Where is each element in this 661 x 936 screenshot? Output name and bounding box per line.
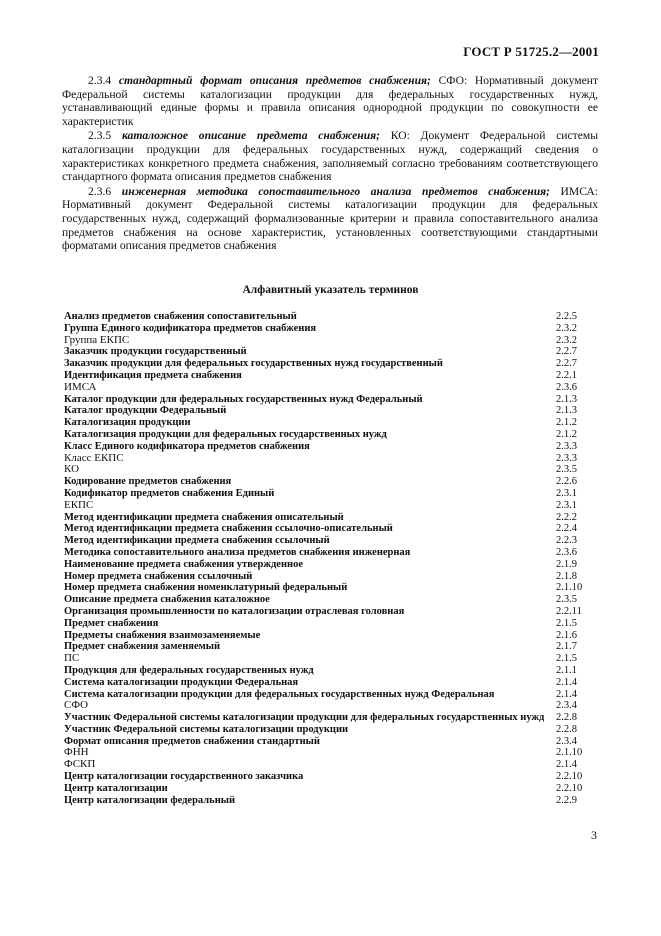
index-term: Система каталогизации продукции Федеральная <box>64 676 299 688</box>
index-ref: 2.1.10 <box>556 747 583 759</box>
index-term: СФО <box>64 700 89 712</box>
index-ref: 2.1.4 <box>556 759 577 771</box>
index-ref: 2.3.5 <box>556 464 577 476</box>
index-ref: 2.3.1 <box>556 499 577 511</box>
index-term: Каталогизация продукции <box>64 417 191 429</box>
index-term: Идентификация предмета снабжения <box>64 369 242 381</box>
index-ref: 2.2.9 <box>556 794 577 806</box>
index-entry <box>64 370 588 382</box>
index-entry <box>64 795 588 807</box>
index-entry <box>64 582 588 594</box>
index-term: Заказчик продукции государственный <box>64 346 247 358</box>
index-entry <box>64 689 588 701</box>
index-term: Анализ предметов снабжения сопоставительный <box>64 311 297 322</box>
index-entry <box>64 712 588 724</box>
index-ref: 2.1.4 <box>556 676 577 688</box>
index-entry <box>64 311 588 323</box>
index-entry <box>64 323 588 335</box>
index-entry <box>64 512 588 524</box>
index-ref: 2.1.5 <box>556 653 577 665</box>
index-term: Продукция для федеральных государственных нужд <box>64 664 314 676</box>
index-term: Кодификатор предметов снабжения Единый <box>64 487 275 499</box>
index-entry <box>64 394 588 406</box>
index-ref: 2.2.7 <box>556 346 577 358</box>
index-term: Метод идентификации предмета снабжения ссылочно-описательный <box>64 523 393 535</box>
index-ref: 2.1.4 <box>556 688 577 700</box>
index-term: Метод идентификации предмета снабжения ссылочный <box>64 535 330 547</box>
index-entry <box>64 700 588 712</box>
index-entry <box>64 630 588 642</box>
index-entry <box>64 594 588 606</box>
index-ref: 2.3.4 <box>556 735 577 747</box>
index-ref: 2.2.8 <box>556 712 577 724</box>
index-ref: 2.3.3 <box>556 440 577 452</box>
index-entry <box>64 759 588 771</box>
index-term: Предметы снабжения взаимозаменяемые <box>64 629 261 641</box>
index-title: Алфавитный указатель терминов <box>242 284 419 296</box>
index-entry <box>64 653 588 665</box>
index-entry <box>64 771 588 783</box>
index-entry <box>64 618 588 630</box>
index-term: Кодирование предметов снабжения <box>64 476 232 488</box>
terms-index <box>64 311 588 806</box>
index-ref: 2.1.5 <box>556 617 577 629</box>
index-ref: 2.3.1 <box>556 487 577 499</box>
index-entry <box>64 405 588 417</box>
index-ref: 2.1.3 <box>556 405 577 417</box>
index-entry <box>64 500 588 512</box>
index-entry <box>64 547 588 559</box>
index-term: ИМСА <box>64 381 97 393</box>
index-entry <box>64 747 588 759</box>
index-ref: 2.1.10 <box>556 582 583 594</box>
index-entry <box>64 417 588 429</box>
index-term: Метод идентификации предмета снабжения описательный <box>64 511 344 523</box>
index-term: Заказчик продукции для федеральных государственных нужд государственный <box>64 358 443 370</box>
definition-number: 2.3.6 <box>88 184 112 198</box>
index-ref: 2.1.8 <box>556 570 577 582</box>
index-entry <box>64 724 588 736</box>
definition-text: СФО: Нормативный документ Федеральной системы каталогизации продукции для федеральных государственных нужд, устанавливающий единые формы и правила описания однородной продукции по совокупности ее характеристик <box>62 74 598 128</box>
index-ref: 2.2.11 <box>556 605 582 617</box>
definition-paragraph <box>62 129 598 183</box>
index-term: Система каталогизации продукции для федеральных государственных нужд Федеральная <box>64 688 495 700</box>
index-ref: 2.1.2 <box>556 417 577 429</box>
index-term: ЕКПС <box>64 499 94 511</box>
index-ref: 2.3.2 <box>556 334 577 346</box>
index-term: Формат описания предметов снабжения стандартный <box>64 735 320 747</box>
index-ref: 2.3.6 <box>556 546 577 558</box>
index-ref: 2.2.10 <box>556 782 583 794</box>
index-term: Предмет снабжения <box>64 617 159 629</box>
index-ref: 2.2.1 <box>556 369 577 381</box>
index-term: Центр каталогизации государственного заказчика <box>64 771 304 783</box>
index-entry <box>64 441 588 453</box>
index-ref: 2.1.3 <box>556 393 577 405</box>
index-entry <box>64 358 588 370</box>
index-ref: 2.3.2 <box>556 322 577 334</box>
index-entry <box>64 523 588 535</box>
definition-number: 2.3.5 <box>88 129 112 143</box>
index-term: Номер предмета снабжения номенклатурный федеральный <box>64 582 348 594</box>
definition-number: 2.3.4 <box>88 74 112 87</box>
definition-text: КО: Документ Федеральной системы каталогизации продукции для федеральных государственных нужд, содержащий сведения о характеристиках конкретного предмета снабжения, заполняемый согласно требованиям соответствующего стандартного формата описания предметов снабжения <box>62 129 598 184</box>
index-ref: 2.2.7 <box>556 358 577 370</box>
index-ref: 2.2.10 <box>556 771 583 783</box>
index-term: ПС <box>64 653 80 665</box>
index-term: Участник Федеральной системы каталогизации продукции для федеральных государственных нужд <box>64 712 545 724</box>
index-entry <box>64 783 588 795</box>
index-term: Предмет снабжения заменяемый <box>64 641 220 653</box>
index-entry <box>64 641 588 653</box>
index-ref: 2.1.1 <box>556 664 577 676</box>
index-term: Наименование предмета снабжения утвержденное <box>64 558 303 570</box>
index-entry <box>64 571 588 583</box>
index-ref: 2.2.4 <box>556 523 577 535</box>
definition-text: ИМСА: Нормативный документ Федеральной системы каталогизации продукции для федеральных государственных нужд, содержащий формализованные критерии и правила сопоставительного анализа предметов снабжения на основе характеристик, установленных соответствующими стандартными форматами описания предметов снабжения <box>62 184 598 253</box>
index-term: Центр каталогизации <box>64 782 168 794</box>
definitions-section <box>62 74 598 254</box>
index-term: Номер предмета снабжения ссылочный <box>64 570 253 582</box>
index-ref: 2.2.6 <box>556 476 577 488</box>
index-entry <box>64 476 588 488</box>
index-entry <box>64 606 588 618</box>
index-ref: 2.2.2 <box>556 511 577 523</box>
index-ref: 2.1.2 <box>556 428 577 440</box>
index-entry <box>64 453 588 465</box>
index-ref: 2.1.6 <box>556 629 577 641</box>
index-term: Группа Единого кодификатора предметов снабжения <box>64 322 317 334</box>
index-term: Каталог продукции Федеральный <box>64 405 227 417</box>
definition-term: инженерная методика сопоставительного анализа предметов снабжения; <box>121 184 550 198</box>
definition-paragraph <box>62 185 598 253</box>
definition-term: каталожное описание предмета снабжения; <box>121 129 381 143</box>
index-entry <box>64 382 588 394</box>
index-term: Центр каталогизации федеральный <box>64 794 236 806</box>
definition-paragraph <box>62 74 598 128</box>
index-term: Класс ЕКПС <box>64 452 124 464</box>
index-ref: 2.3.5 <box>556 594 577 606</box>
index-ref: 2.1.9 <box>556 558 577 570</box>
index-term: Методика сопоставительного анализа предметов снабжения инженерная <box>64 546 411 558</box>
index-entry <box>64 335 588 347</box>
index-ref: 2.1.7 <box>556 641 577 653</box>
index-term: Группа ЕКПС <box>64 334 130 346</box>
index-term: ФСКП <box>64 759 96 771</box>
index-ref: 2.3.6 <box>556 381 577 393</box>
definition-term: стандартный формат описания предметов снабжения; <box>118 74 431 87</box>
index-term: Каталогизация продукции для федеральных государственных нужд <box>64 428 387 440</box>
index-term: Участник Федеральной системы каталогизации продукции <box>64 723 349 735</box>
index-term: ФНН <box>64 747 89 759</box>
index-entry <box>64 535 588 547</box>
index-entry <box>64 677 588 689</box>
index-entry <box>64 559 588 571</box>
index-ref: 2.2.3 <box>556 535 577 547</box>
index-entry <box>64 464 588 476</box>
index-term: КО <box>64 464 80 476</box>
page-number: 3 <box>591 828 597 842</box>
index-term: Описание предмета снабжения каталожное <box>64 594 270 606</box>
index-term: Организация промышленности по каталогизации отраслевая головная <box>64 605 405 617</box>
document-standard-id: ГОСТ Р 51725.2—2001 <box>463 44 599 59</box>
index-entry <box>64 488 588 500</box>
index-entry <box>64 665 588 677</box>
index-entry <box>64 736 588 748</box>
index-ref: 2.2.5 <box>556 311 577 322</box>
index-ref: 2.3.4 <box>556 700 577 712</box>
index-ref: 2.2.8 <box>556 723 577 735</box>
index-ref: 2.3.3 <box>556 452 577 464</box>
index-entry <box>64 346 588 358</box>
index-entry <box>64 429 588 441</box>
index-term: Класс Единого кодификатора предметов снабжения <box>64 440 310 452</box>
index-term: Каталог продукции для федеральных государственных нужд Федеральный <box>64 393 423 405</box>
